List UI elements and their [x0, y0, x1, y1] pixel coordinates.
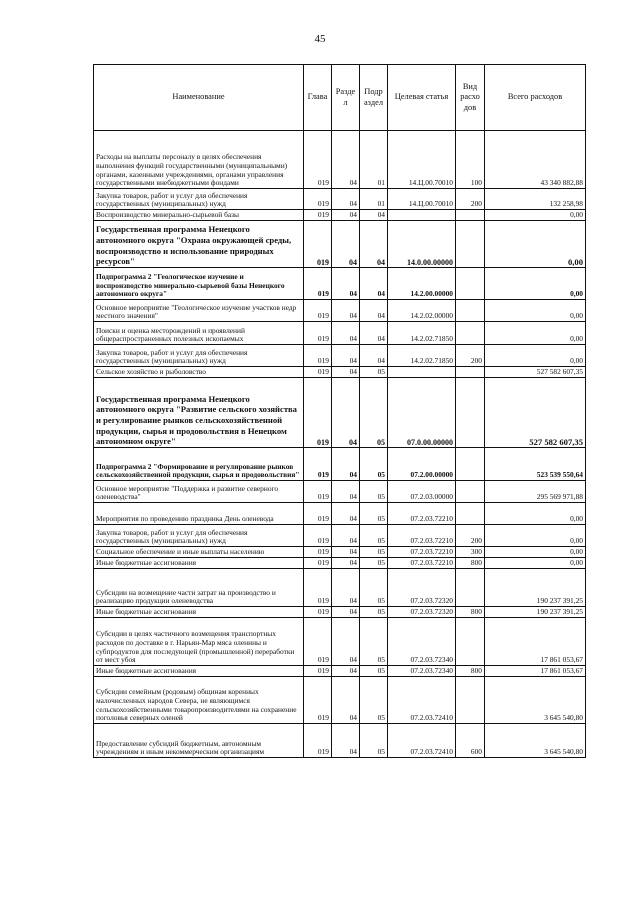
row-chapter: 019 [304, 607, 332, 618]
row-section: 04 [332, 378, 360, 448]
page-number: 45 [314, 33, 326, 45]
row-subsection: 05 [360, 666, 388, 677]
row-chapter: 019 [304, 300, 332, 322]
row-target: 14.2.02.71850 [388, 322, 456, 345]
header-chapter: Глава [304, 65, 332, 131]
row-chapter: 019 [304, 378, 332, 448]
row-amount: 0,00 [485, 345, 586, 367]
row-name: Иные бюджетные ассигнования [94, 558, 304, 569]
row-amount: 0,00 [485, 547, 586, 558]
row-subsection: 04 [360, 300, 388, 322]
row-expense-type [456, 367, 485, 378]
row-chapter: 019 [304, 569, 332, 607]
row-section: 04 [332, 481, 360, 503]
row-section: 04 [332, 558, 360, 569]
row-name: Субсидии в целях частичного возмещения транспортных расходов по доставке в г. Нарьян-Мар мяса оленины и субпродуктов для последующей (промышленной) переработки от мест убоя [94, 618, 304, 666]
table-row [94, 131, 586, 189]
row-section: 04 [332, 322, 360, 345]
row-section: 04 [332, 666, 360, 677]
budget-table [93, 64, 586, 758]
row-name: Подпрограмма 2 "Формирование и регулирование рынков сельскохозяйственной продукции, сырья и продовольствия" [94, 448, 304, 481]
row-name: Закупка товаров, работ и услуг для обеспечения государственных (муниципальных) нужд [94, 345, 304, 367]
table-row [94, 607, 586, 618]
row-chapter: 019 [304, 618, 332, 666]
row-section: 04 [332, 525, 360, 547]
row-subsection: 05 [360, 367, 388, 378]
row-chapter: 019 [304, 131, 332, 189]
row-expense-type [456, 677, 485, 724]
row-target [388, 210, 456, 221]
row-name: Подпрограмма 2 "Геологическое изучение и воспроизводство минерально-сырьевой базы Ненецкого автономного округа" [94, 268, 304, 300]
row-expense-type: 200 [456, 189, 485, 210]
row-expense-type [456, 268, 485, 300]
row-section: 04 [332, 607, 360, 618]
row-subsection: 05 [360, 724, 388, 758]
table-row [94, 558, 586, 569]
row-section: 04 [332, 210, 360, 221]
row-name: Государственная программа Ненецкого автономного округа "Развитие сельского хозяйства и регулирование рынков сельскохозяйственной продукции, сырья и продовольствия в Ненецком автономном округе" [94, 378, 304, 448]
row-chapter: 019 [304, 221, 332, 268]
row-section: 04 [332, 503, 360, 525]
row-subsection: 05 [360, 607, 388, 618]
row-expense-type: 800 [456, 666, 485, 677]
row-expense-type [456, 322, 485, 345]
table-row [94, 210, 586, 221]
row-chapter: 019 [304, 268, 332, 300]
row-section: 04 [332, 618, 360, 666]
row-target: 07.2.03.72340 [388, 666, 456, 677]
row-subsection: 05 [360, 558, 388, 569]
row-section: 04 [332, 448, 360, 481]
table-row [94, 724, 586, 758]
row-amount: 0,00 [485, 221, 586, 268]
row-target: 14.2.00.00000 [388, 268, 456, 300]
row-section: 04 [332, 547, 360, 558]
row-expense-type: 600 [456, 724, 485, 758]
row-subsection: 01 [360, 189, 388, 210]
row-name: Закупка товаров, работ и услуг для обеспечения государственных (муниципальных) нужд [94, 525, 304, 547]
table-row [94, 503, 586, 525]
row-amount: 190 237 391,25 [485, 607, 586, 618]
row-amount: 3 645 540,80 [485, 724, 586, 758]
row-name: Основное мероприятие "Геологическое изучение участков недр местного значения" [94, 300, 304, 322]
row-amount: 0,00 [485, 322, 586, 345]
table-row [94, 666, 586, 677]
row-subsection: 05 [360, 481, 388, 503]
row-chapter: 019 [304, 189, 332, 210]
row-subsection: 04 [360, 322, 388, 345]
table-row [94, 300, 586, 322]
row-expense-type [456, 618, 485, 666]
row-target: 14.2.02.00000 [388, 300, 456, 322]
row-target: 07.2.03.00000 [388, 481, 456, 503]
table-row [94, 221, 586, 268]
row-name: Субсидии на возмещение части затрат на производство и реализацию продукции оленеводства [94, 569, 304, 607]
row-target: 07.2.03.72320 [388, 569, 456, 607]
row-amount: 0,00 [485, 300, 586, 322]
table-row [94, 569, 586, 607]
row-subsection: 01 [360, 131, 388, 189]
row-section: 04 [332, 569, 360, 607]
row-section: 04 [332, 221, 360, 268]
row-amount: 132 258,98 [485, 189, 586, 210]
row-section: 04 [332, 300, 360, 322]
row-section: 04 [332, 189, 360, 210]
row-target: 14.0.00.00000 [388, 221, 456, 268]
table-body [94, 131, 586, 758]
table-row [94, 525, 586, 547]
row-name: Субсидии семейным (родовым) общинам коренных малочисленных народов Севера, не являющимся сельскохозяйственными товаропроизводителями на сохранение поголовья северных оленей [94, 677, 304, 724]
row-target [388, 367, 456, 378]
table-row [94, 618, 586, 666]
table-row [94, 189, 586, 210]
header-total: Всего расходов [485, 65, 586, 131]
row-section: 04 [332, 677, 360, 724]
row-chapter: 019 [304, 503, 332, 525]
row-chapter: 019 [304, 448, 332, 481]
row-expense-type: 300 [456, 547, 485, 558]
header-section: Разде л [332, 65, 360, 131]
row-chapter: 019 [304, 666, 332, 677]
row-amount: 0,00 [485, 268, 586, 300]
row-subsection: 04 [360, 345, 388, 367]
row-name: Предоставление субсидий бюджетным, автономным учреждениям и иным некоммерческим организациям [94, 724, 304, 758]
row-target: 07.2.03.72320 [388, 607, 456, 618]
row-amount: 3 645 540,80 [485, 677, 586, 724]
row-expense-type [456, 300, 485, 322]
row-chapter: 019 [304, 210, 332, 221]
row-target: 14.Ц.00.70010 [388, 131, 456, 189]
row-name: Закупка товаров, работ и услуг для обеспечения государственных (муниципальных) нужд [94, 189, 304, 210]
row-amount: 17 861 053,67 [485, 666, 586, 677]
row-chapter: 019 [304, 322, 332, 345]
row-name: Поиски и оценка месторождений и проявлений общераспространенных полезных ископаемых [94, 322, 304, 345]
row-amount: 0,00 [485, 525, 586, 547]
row-expense-type [456, 210, 485, 221]
header-expense-type: Вид расхо дов [456, 65, 485, 131]
row-chapter: 019 [304, 525, 332, 547]
row-expense-type: 800 [456, 607, 485, 618]
row-target: 07.0.00.00000 [388, 378, 456, 448]
row-amount: 0,00 [485, 210, 586, 221]
row-amount: 527 582 607,35 [485, 378, 586, 448]
table-row [94, 547, 586, 558]
row-chapter: 019 [304, 547, 332, 558]
table-row [94, 367, 586, 378]
row-section: 04 [332, 724, 360, 758]
row-chapter: 019 [304, 558, 332, 569]
row-target: 07.2.03.72210 [388, 547, 456, 558]
row-section: 04 [332, 367, 360, 378]
row-target: 07.2.03.72210 [388, 503, 456, 525]
row-expense-type: 200 [456, 345, 485, 367]
header-name: Наименование [94, 65, 304, 131]
row-target: 14.Ц.00.70010 [388, 189, 456, 210]
row-amount: 0,00 [485, 558, 586, 569]
row-section: 04 [332, 131, 360, 189]
row-amount: 190 237 391,25 [485, 569, 586, 607]
row-subsection: 04 [360, 221, 388, 268]
row-expense-type: 100 [456, 131, 485, 189]
row-target: 07.2.03.72410 [388, 677, 456, 724]
row-subsection: 05 [360, 677, 388, 724]
row-target: 07.2.03.72410 [388, 724, 456, 758]
row-subsection: 04 [360, 268, 388, 300]
row-name: Воспроизводство минерально-сырьевой базы [94, 210, 304, 221]
table-row [94, 481, 586, 503]
row-amount: 527 582 607,35 [485, 367, 586, 378]
row-subsection: 05 [360, 448, 388, 481]
row-name: Расходы на выплаты персоналу в целях обеспечения выполнения функций государственными (муниципальными) органами, казенными учреждениями, органами управления государственными внебюджетными фондами [94, 131, 304, 189]
row-name: Государственная программа Ненецкого автономного округа "Охрана окружающей среды, воспроизводство и использование природных ресурсов" [94, 221, 304, 268]
row-name: Социальное обеспечение и иные выплаты населению [94, 547, 304, 558]
row-chapter: 019 [304, 345, 332, 367]
row-expense-type [456, 503, 485, 525]
row-subsection: 04 [360, 210, 388, 221]
table-row [94, 448, 586, 481]
row-target: 07.2.03.72210 [388, 525, 456, 547]
row-amount: 295 569 971,88 [485, 481, 586, 503]
row-subsection: 05 [360, 503, 388, 525]
row-chapter: 019 [304, 481, 332, 503]
row-subsection: 05 [360, 547, 388, 558]
row-expense-type [456, 448, 485, 481]
row-expense-type [456, 221, 485, 268]
row-expense-type: 800 [456, 558, 485, 569]
row-amount: 17 861 053,67 [485, 618, 586, 666]
header-subsection: Подр аздел [360, 65, 388, 131]
row-target: 07.2.03.72340 [388, 618, 456, 666]
row-chapter: 019 [304, 677, 332, 724]
row-subsection: 05 [360, 378, 388, 448]
row-section: 04 [332, 345, 360, 367]
row-name: Мероприятия по проведению праздника День оленевода [94, 503, 304, 525]
row-target: 07.2.00.00000 [388, 448, 456, 481]
table-row [94, 378, 586, 448]
row-subsection: 05 [360, 569, 388, 607]
row-name: Иные бюджетные ассигнования [94, 666, 304, 677]
row-name: Сельское хозяйство и рыболовство [94, 367, 304, 378]
table-header-row [94, 65, 586, 131]
row-name: Иные бюджетные ассигнования [94, 607, 304, 618]
row-amount: 523 539 550,64 [485, 448, 586, 481]
row-name: Основное мероприятие "Поддержка и развитие северного оленеводства" [94, 481, 304, 503]
row-expense-type: 200 [456, 525, 485, 547]
table-row [94, 268, 586, 300]
row-chapter: 019 [304, 367, 332, 378]
row-target: 07.2.03.72210 [388, 558, 456, 569]
row-expense-type [456, 569, 485, 607]
row-section: 04 [332, 268, 360, 300]
table-row [94, 345, 586, 367]
row-expense-type [456, 378, 485, 448]
table-row [94, 322, 586, 345]
row-target: 14.2.02.71850 [388, 345, 456, 367]
row-amount: 43 340 882,88 [485, 131, 586, 189]
row-chapter: 019 [304, 724, 332, 758]
row-amount: 0,00 [485, 503, 586, 525]
row-expense-type [456, 481, 485, 503]
table-row [94, 677, 586, 724]
header-target: Целевая статья [388, 65, 456, 131]
row-subsection: 05 [360, 525, 388, 547]
row-subsection: 05 [360, 618, 388, 666]
